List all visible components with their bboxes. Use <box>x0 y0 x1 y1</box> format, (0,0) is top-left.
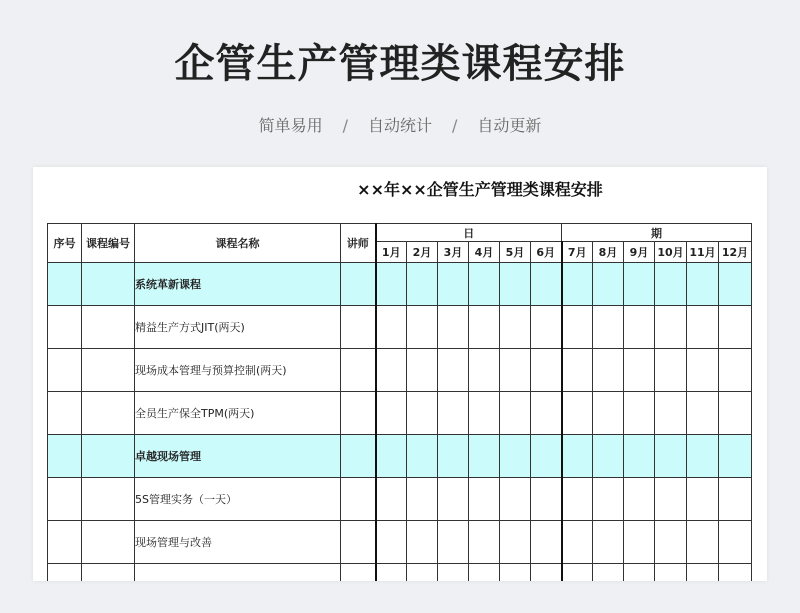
month-cell-5[interactable] <box>500 306 531 349</box>
month-cell-6[interactable] <box>531 349 562 392</box>
month-cell-7[interactable] <box>562 263 593 306</box>
month-cell-5[interactable] <box>500 478 531 521</box>
month-cell-12[interactable] <box>719 435 752 478</box>
schedule-table <box>47 223 752 581</box>
course-row <box>48 349 752 392</box>
tag-auto-update: 自动更新 <box>477 116 542 135</box>
month-cell-6[interactable] <box>531 306 562 349</box>
code-cell[interactable] <box>82 564 135 582</box>
schedule-body <box>48 263 752 582</box>
month-header-5: 5月 <box>500 242 531 263</box>
index-cell[interactable] <box>48 521 82 564</box>
category-row <box>48 435 752 478</box>
month-cell-12[interactable] <box>719 521 752 564</box>
index-cell[interactable] <box>48 263 82 306</box>
month-header-3: 3月 <box>438 242 469 263</box>
month-cell-8[interactable] <box>593 263 624 306</box>
col-lecturer-header: 讲师 <box>341 224 376 263</box>
month-header-11: 11月 <box>687 242 719 263</box>
month-cell-4[interactable] <box>469 306 500 349</box>
month-cell-2[interactable] <box>407 306 438 349</box>
month-cell-12[interactable] <box>719 478 752 521</box>
month-cell-12[interactable] <box>719 564 752 582</box>
month-cell-5[interactable] <box>500 392 531 435</box>
month-cell-2[interactable] <box>407 392 438 435</box>
month-cell-12[interactable] <box>719 392 752 435</box>
month-cell-5[interactable] <box>500 521 531 564</box>
sheet-title: ××年××企管生产管理类课程安排 <box>357 180 603 199</box>
month-cell-10[interactable] <box>655 306 687 349</box>
month-cell-2[interactable] <box>407 564 438 582</box>
course-row <box>48 564 752 582</box>
month-cell-3[interactable] <box>438 306 469 349</box>
name-cell[interactable]: 现场管理与改善 <box>135 521 341 564</box>
tag-separator: / <box>342 116 348 135</box>
month-cell-7[interactable] <box>562 478 593 521</box>
month-cell-10[interactable] <box>655 263 687 306</box>
month-cell-8[interactable] <box>593 392 624 435</box>
month-cell-3[interactable] <box>438 564 469 582</box>
index-cell[interactable] <box>48 392 82 435</box>
month-cell-4[interactable] <box>469 349 500 392</box>
month-cell-9[interactable] <box>624 349 655 392</box>
col-name-header: 课程名称 <box>135 224 341 263</box>
name-cell[interactable]: 5S管理实务（一天） <box>135 478 341 521</box>
month-cell-3[interactable] <box>438 435 469 478</box>
month-header-7: 7月 <box>562 242 593 263</box>
month-cell-2[interactable] <box>407 435 438 478</box>
month-cell-1[interactable] <box>376 564 407 582</box>
month-cell-7[interactable] <box>562 306 593 349</box>
month-cell-11[interactable] <box>687 521 719 564</box>
month-cell-4[interactable] <box>469 392 500 435</box>
month-header-8: 8月 <box>593 242 624 263</box>
code-cell[interactable] <box>82 435 135 478</box>
month-cell-1[interactable] <box>376 349 407 392</box>
index-cell[interactable] <box>48 478 82 521</box>
name-cell[interactable]: 全员生产保全TPM(两天) <box>135 392 341 435</box>
lecturer-cell[interactable] <box>341 306 376 349</box>
month-cell-11[interactable] <box>687 263 719 306</box>
month-cell-1[interactable] <box>376 435 407 478</box>
tag-easy: 简单易用 <box>258 116 323 135</box>
month-cell-11[interactable] <box>687 306 719 349</box>
lecturer-cell[interactable] <box>341 263 376 306</box>
month-cell-9[interactable] <box>624 521 655 564</box>
month-cell-6[interactable] <box>531 263 562 306</box>
code-cell[interactable] <box>82 263 135 306</box>
month-cell-10[interactable] <box>655 478 687 521</box>
month-cell-5[interactable] <box>500 263 531 306</box>
tag-separator: / <box>452 116 458 135</box>
month-header-6: 6月 <box>531 242 562 263</box>
month-cell-6[interactable] <box>531 564 562 582</box>
month-cell-5[interactable] <box>500 564 531 582</box>
month-cell-3[interactable] <box>438 392 469 435</box>
month-cell-6[interactable] <box>531 478 562 521</box>
month-header-4: 4月 <box>469 242 500 263</box>
month-cell-7[interactable] <box>562 392 593 435</box>
course-row <box>48 306 752 349</box>
col-code-header: 课程编号 <box>82 224 135 263</box>
name-cell[interactable]: 现场成本管理与预算控制(两天) <box>135 349 341 392</box>
month-cell-3[interactable] <box>438 263 469 306</box>
month-cell-1[interactable] <box>376 306 407 349</box>
month-cell-5[interactable] <box>500 349 531 392</box>
feature-tags <box>0 113 800 136</box>
month-cell-7[interactable] <box>562 349 593 392</box>
month-cell-7[interactable] <box>562 435 593 478</box>
month-cell-10[interactable] <box>655 392 687 435</box>
month-cell-9[interactable] <box>624 564 655 582</box>
month-cell-2[interactable] <box>407 521 438 564</box>
lecturer-cell[interactable] <box>341 392 376 435</box>
date-header-left: 日 <box>376 224 562 242</box>
month-cell-4[interactable] <box>469 564 500 582</box>
month-cell-8[interactable] <box>593 435 624 478</box>
course-row <box>48 392 752 435</box>
month-header-9: 9月 <box>624 242 655 263</box>
index-cell[interactable] <box>48 564 82 582</box>
month-cell-3[interactable] <box>438 478 469 521</box>
month-cell-10[interactable] <box>655 564 687 582</box>
month-header-10: 10月 <box>655 242 687 263</box>
name-cell[interactable]: 精益生产方式JIT(两天) <box>135 306 341 349</box>
month-cell-6[interactable] <box>531 521 562 564</box>
month-cell-7[interactable] <box>562 521 593 564</box>
spreadsheet-preview <box>33 167 767 581</box>
month-cell-1[interactable] <box>376 478 407 521</box>
month-cell-12[interactable] <box>719 349 752 392</box>
index-cell[interactable] <box>48 435 82 478</box>
page-title: 企管生产管理类课程安排 <box>174 41 626 87</box>
month-cell-8[interactable] <box>593 564 624 582</box>
course-row <box>48 521 752 564</box>
month-cell-8[interactable] <box>593 521 624 564</box>
month-cell-10[interactable] <box>655 435 687 478</box>
name-cell[interactable] <box>135 564 341 582</box>
month-cell-4[interactable] <box>469 521 500 564</box>
month-cell-4[interactable] <box>469 263 500 306</box>
lecturer-cell[interactable] <box>341 478 376 521</box>
month-cell-5[interactable] <box>500 435 531 478</box>
month-cell-11[interactable] <box>687 349 719 392</box>
month-cell-8[interactable] <box>593 478 624 521</box>
lecturer-cell[interactable] <box>341 564 376 582</box>
month-cell-9[interactable] <box>624 435 655 478</box>
month-cell-11[interactable] <box>687 478 719 521</box>
month-cell-7[interactable] <box>562 564 593 582</box>
month-cell-1[interactable] <box>376 263 407 306</box>
month-cell-9[interactable] <box>624 392 655 435</box>
index-cell[interactable] <box>48 349 82 392</box>
col-index-header: 序号 <box>48 224 82 263</box>
month-cell-9[interactable] <box>624 263 655 306</box>
code-cell[interactable] <box>82 306 135 349</box>
index-cell[interactable] <box>48 306 82 349</box>
month-cell-2[interactable] <box>407 478 438 521</box>
month-cell-3[interactable] <box>438 349 469 392</box>
lecturer-cell[interactable] <box>341 521 376 564</box>
month-header-2: 2月 <box>407 242 438 263</box>
month-header-1: 1月 <box>376 242 407 263</box>
name-cell[interactable]: 系统革新课程 <box>135 263 341 306</box>
month-cell-2[interactable] <box>407 263 438 306</box>
code-cell[interactable] <box>82 521 135 564</box>
tag-auto-stats: 自动统计 <box>367 116 432 135</box>
month-cell-9[interactable] <box>624 478 655 521</box>
code-cell[interactable] <box>82 349 135 392</box>
name-cell[interactable]: 卓越现场管理 <box>135 435 341 478</box>
month-cell-11[interactable] <box>687 564 719 582</box>
month-cell-12[interactable] <box>719 306 752 349</box>
month-cell-4[interactable] <box>469 478 500 521</box>
course-row <box>48 478 752 521</box>
month-header-12: 12月 <box>719 242 752 263</box>
month-cell-3[interactable] <box>438 521 469 564</box>
code-cell[interactable] <box>82 478 135 521</box>
category-row <box>48 263 752 306</box>
month-cell-1[interactable] <box>376 521 407 564</box>
month-cell-11[interactable] <box>687 392 719 435</box>
month-cell-4[interactable] <box>469 435 500 478</box>
month-cell-12[interactable] <box>719 263 752 306</box>
lecturer-cell[interactable] <box>341 435 376 478</box>
month-cell-10[interactable] <box>655 521 687 564</box>
lecturer-cell[interactable] <box>341 349 376 392</box>
month-cell-1[interactable] <box>376 392 407 435</box>
month-cell-2[interactable] <box>407 349 438 392</box>
month-cell-6[interactable] <box>531 435 562 478</box>
date-header-right: 期 <box>562 224 752 242</box>
code-cell[interactable] <box>82 392 135 435</box>
month-cell-8[interactable] <box>593 306 624 349</box>
month-cell-6[interactable] <box>531 392 562 435</box>
month-cell-10[interactable] <box>655 349 687 392</box>
month-cell-9[interactable] <box>624 306 655 349</box>
month-cell-8[interactable] <box>593 349 624 392</box>
month-cell-11[interactable] <box>687 435 719 478</box>
